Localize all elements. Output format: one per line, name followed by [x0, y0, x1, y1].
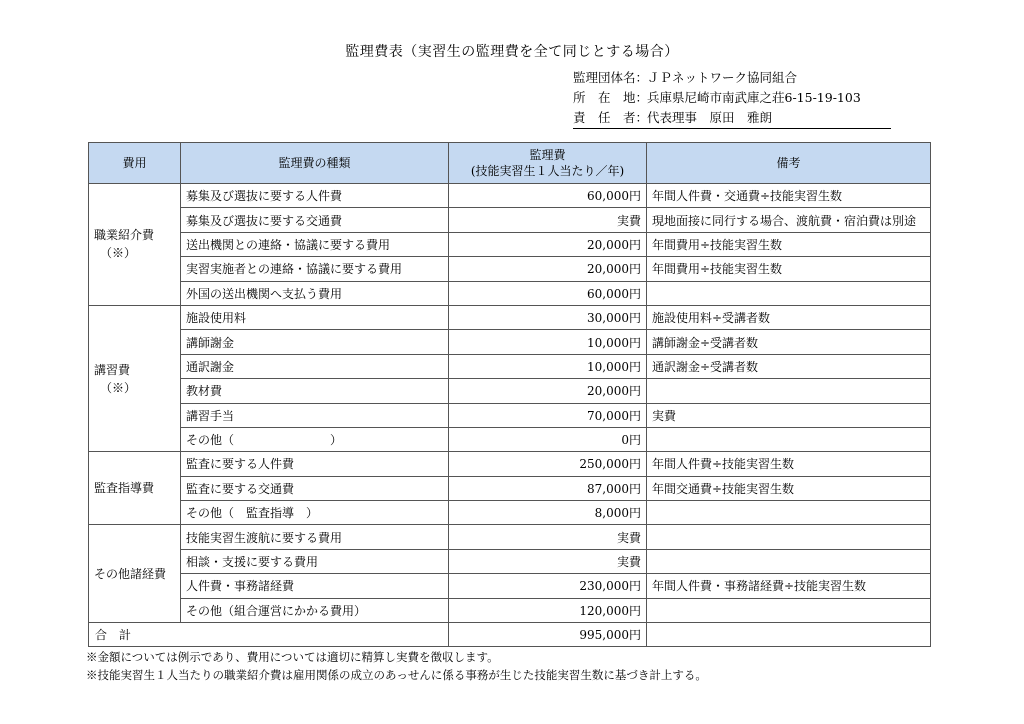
item-cell: 募集及び選抜に要する交通費 — [181, 208, 449, 232]
item-cell: 技能実習生渡航に要する費用 — [181, 525, 449, 549]
item-cell: 募集及び選抜に要する人件費 — [181, 184, 449, 208]
item-cell: 監査に要する交通費 — [181, 476, 449, 500]
category-note-mark: （※） — [100, 246, 137, 261]
remark-cell: 年間費用÷技能実習生数 — [647, 257, 931, 281]
table-row — [89, 330, 931, 354]
item-cell: 実習実施者との連絡・協議に要する費用 — [181, 257, 449, 281]
item-cell: 相談・支援に要する費用 — [181, 549, 449, 573]
amount-cell: 20,000円 — [449, 232, 647, 256]
remark-cell — [647, 281, 931, 305]
amount-cell: 20,000円 — [449, 379, 647, 403]
remark-cell: 年間交通費÷技能実習生数 — [647, 476, 931, 500]
table-row — [89, 525, 931, 549]
remark-cell: 講師謝金÷受講者数 — [647, 330, 931, 354]
header-category: 費用 — [89, 143, 181, 184]
amount-cell: 250,000円 — [449, 452, 647, 476]
item-cell: その他（組合運営にかかる費用） — [181, 598, 449, 622]
header-remarks: 備考 — [647, 143, 931, 184]
item-cell: 人件費・事務諸経費 — [181, 574, 449, 598]
table-row — [89, 574, 931, 598]
header-amount-line1: 監理費 — [529, 148, 566, 162]
remark-cell — [647, 501, 931, 525]
total-amount: 995,000円 — [449, 623, 647, 647]
table-row — [89, 403, 931, 427]
item-cell: その他（ ） — [181, 427, 449, 451]
category-cell — [89, 452, 181, 525]
amount-cell: 60,000円 — [449, 281, 647, 305]
amount-cell: 120,000円 — [449, 598, 647, 622]
total-remark — [647, 623, 931, 647]
amount-cell: 実費 — [449, 525, 647, 549]
item-cell: 施設使用料 — [181, 305, 449, 329]
remark-cell: 年間費用÷技能実習生数 — [647, 232, 931, 256]
table-row — [89, 476, 931, 500]
item-cell: 監査に要する人件費 — [181, 452, 449, 476]
org-name-label: 監理団体名： — [573, 70, 649, 85]
header-amount — [449, 143, 647, 184]
total-label: 合 計 — [89, 623, 449, 647]
total-row — [89, 623, 931, 647]
amount-cell: 10,000円 — [449, 354, 647, 378]
table-row — [89, 598, 931, 622]
table-header-row — [89, 143, 931, 184]
org-representative-label: 責 任 者： — [573, 110, 649, 125]
remark-cell — [647, 549, 931, 573]
item-cell: 講習手当 — [181, 403, 449, 427]
category-name: 監査指導費 — [94, 481, 155, 496]
remark-cell — [647, 379, 931, 403]
table-row — [89, 184, 931, 208]
org-representative-line — [573, 108, 891, 129]
amount-cell: 230,000円 — [449, 574, 647, 598]
header-item: 監理費の種類 — [181, 143, 449, 184]
amount-cell: 20,000円 — [449, 257, 647, 281]
org-representative-value: 代表理事 原田 雅朗 — [647, 110, 773, 125]
amount-cell: 30,000円 — [449, 305, 647, 329]
footnote-1: ※金額については例示であり、費用については適切に精算し実費を徴収します。 — [86, 650, 499, 664]
org-address-line — [573, 88, 891, 108]
amount-cell: 70,000円 — [449, 403, 647, 427]
category-cell — [89, 305, 181, 451]
item-cell: 通訳謝金 — [181, 354, 449, 378]
table-row — [89, 452, 931, 476]
organization-info — [573, 68, 891, 129]
category-name: 職業紹介費 — [94, 228, 155, 243]
table-row — [89, 232, 931, 256]
item-cell: 講師謝金 — [181, 330, 449, 354]
amount-cell: 8,000円 — [449, 501, 647, 525]
table-row — [89, 379, 931, 403]
remark-cell: 年間人件費・事務諸経費÷技能実習生数 — [647, 574, 931, 598]
remark-cell — [647, 525, 931, 549]
org-address-label: 所 在 地： — [573, 90, 649, 105]
table-row — [89, 501, 931, 525]
table-row — [89, 305, 931, 329]
remark-cell: 年間人件費÷技能実習生数 — [647, 452, 931, 476]
remark-cell: 年間人件費・交通費÷技能実習生数 — [647, 184, 931, 208]
amount-cell: 実費 — [449, 208, 647, 232]
amount-cell: 87,000円 — [449, 476, 647, 500]
supervision-fee-table — [88, 142, 931, 647]
amount-cell: 10,000円 — [449, 330, 647, 354]
item-cell: その他（ 監査指導 ） — [181, 501, 449, 525]
table-row — [89, 257, 931, 281]
remark-cell: 通訳謝金÷受講者数 — [647, 354, 931, 378]
remark-cell — [647, 427, 931, 451]
org-name-line — [573, 68, 891, 88]
amount-cell: 0円 — [449, 427, 647, 451]
table-row — [89, 427, 931, 451]
category-note-mark: （※） — [100, 380, 137, 395]
item-cell: 送出機関との連絡・協議に要する費用 — [181, 232, 449, 256]
remark-cell: 実費 — [647, 403, 931, 427]
category-cell — [89, 525, 181, 623]
item-cell: 教材費 — [181, 379, 449, 403]
table-body — [89, 184, 931, 647]
table-row — [89, 354, 931, 378]
category-cell — [89, 184, 181, 306]
remark-cell: 施設使用料÷受講者数 — [647, 305, 931, 329]
remark-cell — [647, 598, 931, 622]
item-cell: 外国の送出機関へ支払う費用 — [181, 281, 449, 305]
header-amount-line2: (技能実習生１人当たり／年) — [470, 164, 625, 178]
footnote-2: ※技能実習生１人当たりの職業紹介費は雇用関係の成立のあっせんに係る事務が生じた技能実習生数に基づき計上する。 — [86, 668, 707, 682]
org-name-value: ＪＰネットワーク協同組合 — [647, 70, 798, 85]
table-row — [89, 549, 931, 573]
table-row — [89, 281, 931, 305]
amount-cell: 実費 — [449, 549, 647, 573]
category-name: 講習費 — [94, 362, 131, 377]
category-name: その他諸経費 — [94, 566, 167, 581]
org-address-value: 兵庫県尼崎市南武庫之荘6-15-19-103 — [647, 90, 861, 105]
remark-cell: 現地面接に同行する場合、渡航費・宿泊費は別途 — [647, 208, 931, 232]
amount-cell: 60,000円 — [449, 184, 647, 208]
table-row — [89, 208, 931, 232]
page-title: 監理費表（実習生の監理費を全て同じとする場合） — [345, 44, 679, 60]
